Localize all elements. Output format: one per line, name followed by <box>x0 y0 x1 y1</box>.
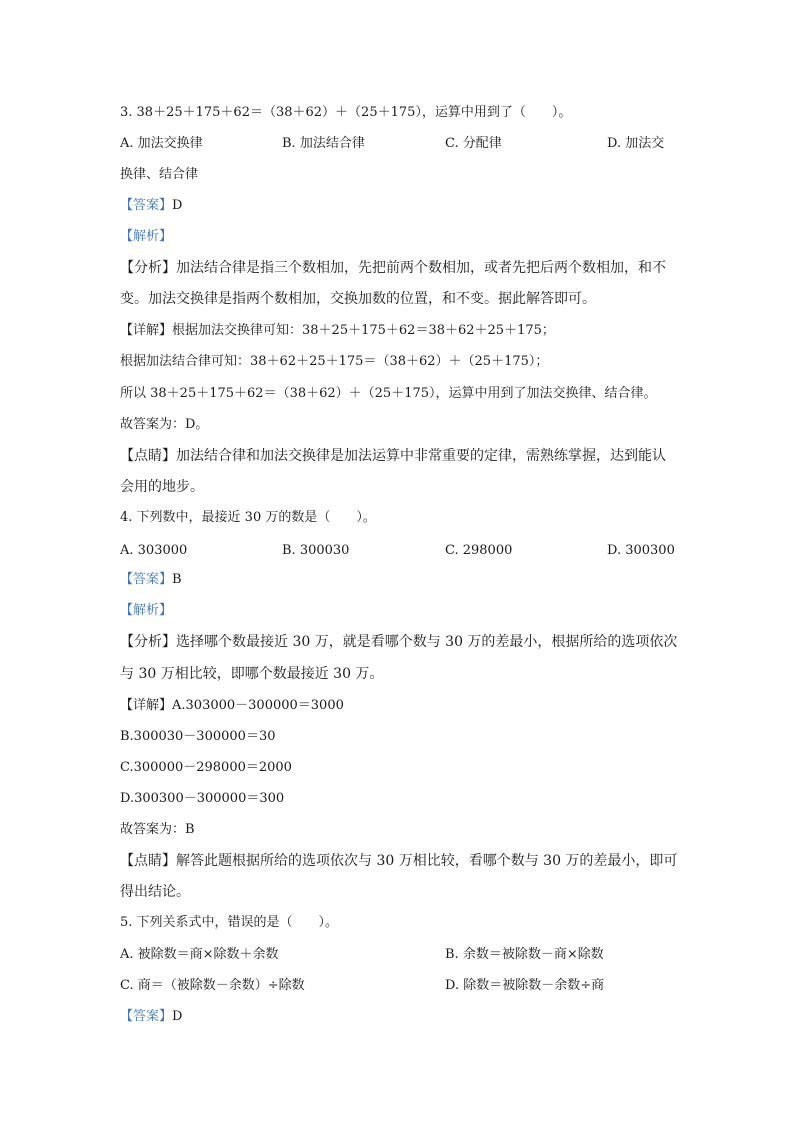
q3-conclusion: 故答案为：D。 <box>120 417 209 432</box>
xiangjie-text: 根据加法交换律可知：38＋25＋175＋62＝38＋62＋25＋175； <box>172 323 555 338</box>
q4-option-b: B. 300030 <box>282 543 350 558</box>
q3-option-a: A. 加法交换律 <box>120 136 203 151</box>
q4-calc-c: C.300000－298000＝2000 <box>120 760 292 775</box>
q5-option-d: D. 除数＝被除数－余数÷商 <box>445 978 605 993</box>
analysis-tag: 【解析】 <box>120 603 173 618</box>
answer-value: B <box>172 572 182 587</box>
q3-option-d-continued: 换律、结合律 <box>120 167 199 182</box>
q4-fenxi-line-1 <box>120 633 677 651</box>
dianjing-text: 解答此题根据所给的选项依次与 30 万相比较，看哪个数与 30 万的差最小，即可 <box>176 853 678 869</box>
q3-dianjing-line-2: 会用的地步。 <box>120 479 204 495</box>
q3-option-d: D. 加法交 <box>607 136 665 151</box>
xiangjie-tag: 【详解】 <box>120 698 173 713</box>
q5-option-c: C. 商＝（被除数－余数）÷除数 <box>120 978 305 993</box>
q4-answer <box>120 571 182 589</box>
answer-tag: 【答案】 <box>120 572 173 587</box>
q3-fenxi-line-1 <box>120 259 666 277</box>
fenxi-text: 加法结合律是指三个数相加，先把前两个数相加，或者先把后两个数相加，和不 <box>176 260 666 276</box>
q3-xiangjie-line-1 <box>120 322 555 340</box>
q4-conclusion: 故答案为：B <box>120 822 195 837</box>
q4-xiangjie-line-1 <box>120 697 344 715</box>
q3-stem: 3. 38＋25＋175＋62＝（38＋62）＋（25＋175），运算中用到了（ ）。 <box>120 105 572 120</box>
q4-option-c: C. 298000 <box>445 543 513 558</box>
q3-answer <box>120 197 182 215</box>
q3-xiangjie-line-3: 所以 38＋25＋175＋62＝（38＋62）＋（25＋175），运算中用到了加法交换律、结合律。 <box>120 386 657 401</box>
q4-calc-d: D.300300－300000＝300 <box>120 791 285 806</box>
q3-option-c: C. 分配律 <box>445 136 502 151</box>
q4-analysis-heading <box>120 602 172 620</box>
answer-value: D <box>172 198 183 213</box>
calc-a: A.303000－300000＝3000 <box>172 698 344 713</box>
q3-xiangjie-line-2: 根据加法结合律可知：38＋62＋25＋175＝（38＋62）＋（25＋175）； <box>120 354 549 369</box>
answer-tag: 【答案】 <box>120 198 173 213</box>
q4-dianjing-line-2: 得出结论。 <box>120 884 190 900</box>
q3-option-b: B. 加法结合律 <box>282 136 365 151</box>
q4-calc-b: B.300030－300000＝30 <box>120 729 276 744</box>
fenxi-tag: 【分析】 <box>120 260 176 276</box>
q4-stem: 4. 下列数中，最接近 30 万的数是（ ）。 <box>120 510 376 525</box>
answer-tag: 【答案】 <box>120 1009 173 1024</box>
xiangjie-tag: 【详解】 <box>120 323 173 338</box>
answer-value: D <box>172 1009 183 1024</box>
q4-option-a: A. 303000 <box>120 543 188 558</box>
q5-answer <box>120 1008 182 1026</box>
q4-option-d: D. 300300 <box>607 543 675 558</box>
dianjing-text: 加法结合律和加法交换律是加法运算中非常重要的定律，需熟练掌握，达到能认 <box>176 448 666 464</box>
q4-dianjing-line-1 <box>120 852 677 870</box>
q3-analysis-heading <box>120 228 172 246</box>
q5-stem: 5. 下列关系式中，错误的是（ ）。 <box>120 915 339 930</box>
dianjing-tag: 【点睛】 <box>120 853 176 869</box>
q3-fenxi-line-2: 变。加法交换律是指两个数相加，交换加数的位置，和不变。据此解答即可。 <box>120 291 596 307</box>
fenxi-tag: 【分析】 <box>120 634 176 650</box>
q3-dianjing-line-1 <box>120 447 666 465</box>
q5-option-b: B. 余数＝被除数－商×除数 <box>445 947 604 962</box>
analysis-tag: 【解析】 <box>120 229 173 244</box>
fenxi-text: 选择哪个数最接近 30 万，就是看哪个数与 30 万的差最小，根据所给的选项依次 <box>176 634 678 650</box>
dianjing-tag: 【点睛】 <box>120 448 176 464</box>
q5-option-a: A. 被除数＝商×除数＋余数 <box>120 947 279 962</box>
q4-fenxi-line-2: 与 30 万相比较，即哪个数最接近 30 万。 <box>120 666 384 682</box>
